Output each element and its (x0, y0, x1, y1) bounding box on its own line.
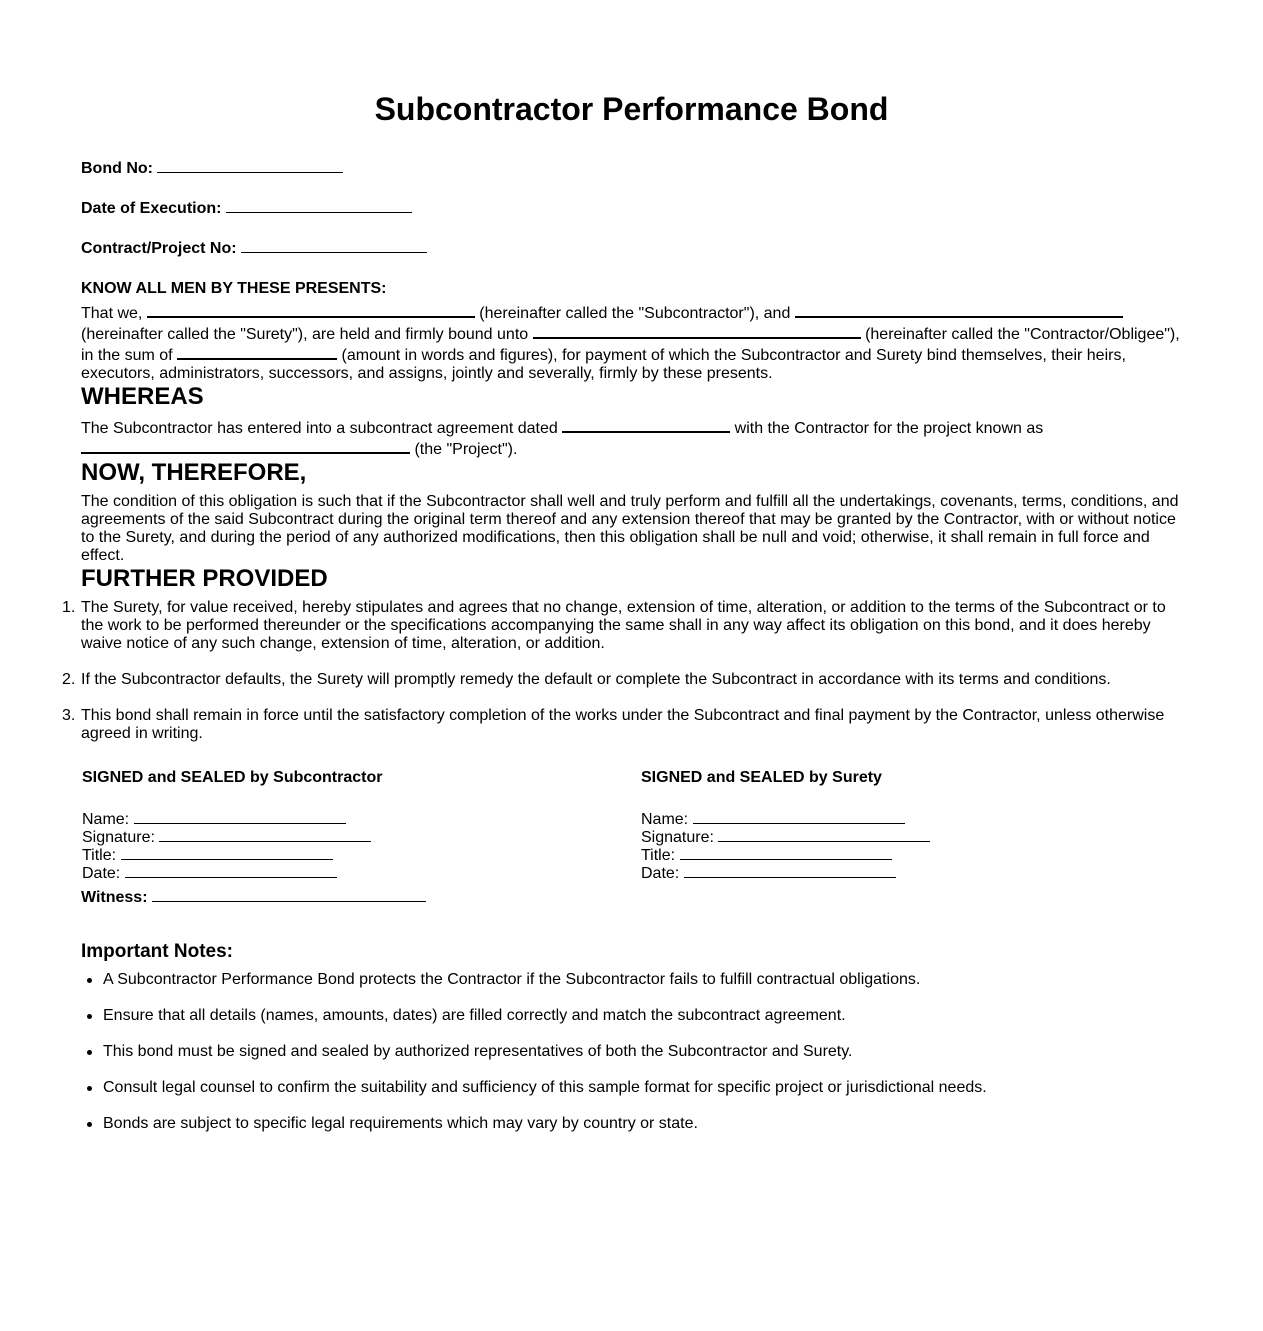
now-therefore-paragraph: The condition of this obligation is such that if the Subcontractor shall well and truly perform and fulfill all the undertakings, covenants, terms, conditions, and agreements of the said Subcontract during the original term thereof and any extension thereof that may be granted by the Contractor, with or without notice to the Surety, and during the period of any authorized modifications, then this obligation shall be null and void; otherwise, it shall remain in full force and effect. (81, 493, 1179, 564)
further-provided-list (62, 599, 1182, 743)
important-notes-heading: Important Notes: (81, 941, 233, 962)
know-all-text-1: That we, (81, 305, 143, 322)
surety-title-row (641, 845, 1121, 863)
subcontractor-name-input[interactable] (147, 302, 475, 318)
bullet-icon (87, 1086, 92, 1091)
document-title: Subcontractor Performance Bond (374, 91, 889, 127)
contract-project-no-field (81, 238, 1182, 256)
subcontractor-title-label: Title: (82, 847, 117, 864)
list-item (62, 599, 1182, 653)
surety-date-row (641, 863, 1121, 881)
subcontractor-name-label: Name: (82, 811, 130, 828)
bond-no-field (81, 158, 1182, 176)
list-item (81, 1115, 1182, 1133)
list-item-number: 3. (62, 707, 76, 724)
surety-date-label: Date: (641, 865, 680, 882)
whereas-text-2: with the Contractor for the project known as (734, 420, 1044, 437)
surety-signature-fields (641, 809, 1121, 881)
surety-name-row (641, 809, 1121, 827)
subcontractor-signature-fields (82, 809, 562, 881)
surety-title-input[interactable] (680, 845, 892, 860)
note-text: Bonds are subject to specific legal requirements which may vary by country or state. (103, 1115, 698, 1132)
list-item-number: 2. (62, 671, 76, 688)
list-item (81, 971, 1182, 989)
surety-signature-input[interactable] (718, 827, 930, 842)
whereas-heading: WHEREAS (81, 383, 204, 410)
subcontractor-signature-row (82, 827, 562, 845)
subcontractor-signature-heading: SIGNED and SEALED by Subcontractor (82, 769, 383, 786)
note-text: This bond must be signed and sealed by authorized representatives of both the Subcontractor and Surety. (103, 1043, 853, 1060)
list-item-number: 1. (62, 599, 76, 616)
surety-name-input[interactable] (795, 302, 1123, 318)
know-all-paragraph (81, 302, 1182, 383)
note-text: A Subcontractor Performance Bond protects the Contractor if the Subcontractor fails to fulfill contractual obligations. (103, 971, 921, 988)
bullet-icon (87, 1122, 92, 1127)
bullet-icon (87, 1014, 92, 1019)
bullet-icon (87, 978, 92, 983)
project-name-input[interactable] (81, 438, 410, 454)
list-item-text: If the Subcontractor defaults, the Surety will promptly remedy the default or complete the Subcontract in accordance with its terms and conditions. (81, 671, 1111, 688)
list-item (62, 671, 1182, 689)
witness-label: Witness: (81, 889, 148, 906)
subcontractor-date-input[interactable] (125, 863, 337, 878)
subcontractor-title-row (82, 845, 562, 863)
whereas-text-1: The Subcontractor has entered into a subcontract agreement dated (81, 420, 558, 437)
subcontractor-title-input[interactable] (121, 845, 333, 860)
surety-date-input[interactable] (684, 863, 896, 878)
contract-project-no-input[interactable] (241, 238, 427, 253)
list-item (62, 707, 1182, 743)
important-notes-list (81, 971, 1182, 1133)
know-all-text-2: (hereinafter called the "Subcontractor"), and (479, 305, 791, 322)
date-of-execution-label: Date of Execution: (81, 200, 222, 217)
whereas-paragraph (81, 417, 1182, 459)
subcontractor-name-row (82, 809, 562, 827)
now-therefore-heading: NOW, THEREFORE, (81, 459, 307, 486)
surety-signature-row (641, 827, 1121, 845)
bond-no-label: Bond No: (81, 160, 153, 177)
witness-field (81, 887, 1182, 907)
witness-input[interactable] (152, 887, 426, 902)
further-provided-heading: FURTHER PROVIDED (81, 565, 328, 592)
signature-section (81, 769, 1182, 882)
list-item-text: This bond shall remain in force until the satisfactory completion of the works under the Subcontract and final payment by the Contractor, unless otherwise agreed in writing. (81, 707, 1165, 742)
know-all-heading: KNOW ALL MEN BY THESE PRESENTS: (81, 280, 387, 297)
subcontractor-signature-block (82, 769, 562, 881)
list-item (81, 1043, 1182, 1061)
whereas-text-3: (the "Project"). (414, 441, 518, 458)
contractor-obligee-name-input[interactable] (533, 323, 861, 339)
subcontractor-signature-input[interactable] (159, 827, 371, 842)
list-item (81, 1007, 1182, 1025)
subcontract-date-input[interactable] (562, 417, 730, 433)
date-of-execution-input[interactable] (226, 198, 412, 213)
subcontractor-signer-name-input[interactable] (134, 809, 346, 824)
note-text: Consult legal counsel to confirm the suitability and sufficiency of this sample format for specific project or jurisdictional needs. (103, 1079, 987, 1096)
surety-signer-name-input[interactable] (693, 809, 905, 824)
bullet-icon (87, 1050, 92, 1055)
subcontractor-signature-label: Signature: (82, 829, 155, 846)
subcontractor-date-row (82, 863, 562, 881)
date-of-execution-field (81, 198, 1182, 216)
bond-amount-input[interactable] (177, 344, 337, 360)
list-item-text: The Surety, for value received, hereby stipulates and agrees that no change, extension of time, alteration, or addition to the terms of the Subcontract or to the work to be performed thereunder or the specifications accompanying the same shall in any way affect its obligation on this bond, and it does hereby waive notice of any such change, extension of time, alteration, or addition. (81, 599, 1166, 652)
subcontractor-date-label: Date: (82, 865, 121, 882)
surety-signature-block (641, 769, 1121, 881)
list-item (81, 1079, 1182, 1097)
know-all-text-3: (hereinafter called the "Surety"), are held and firmly bound unto (81, 326, 529, 343)
note-text: Ensure that all details (names, amounts, dates) are filled correctly and match the subcontract agreement. (103, 1007, 846, 1024)
know-all-text-5: (amount in words and figures), for payment of which the Subcontractor and Surety bind themselves, their heirs, executors, administrators, successors, and assigns, jointly and severally, firmly by these presents. (81, 347, 1126, 382)
surety-signature-label: Signature: (641, 829, 714, 846)
contract-project-no-label: Contract/Project No: (81, 240, 237, 257)
surety-name-label: Name: (641, 811, 689, 828)
surety-signature-heading: SIGNED and SEALED by Surety (641, 769, 882, 786)
know-all-text-4: (hereinafter called the "Contractor/Obligee"), in the sum of (81, 326, 1180, 364)
bond-no-input[interactable] (157, 158, 343, 173)
surety-title-label: Title: (641, 847, 676, 864)
